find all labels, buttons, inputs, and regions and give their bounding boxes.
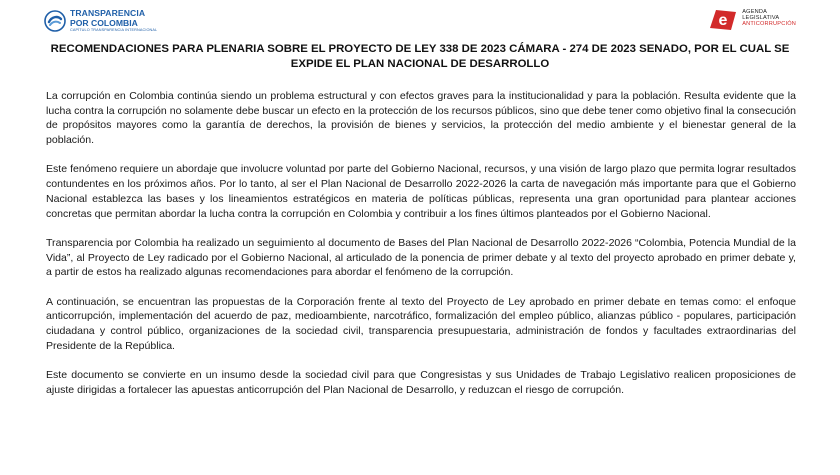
logo-right-line-2: LEGISLATIVA (742, 15, 780, 22)
paragraph: A continuación, se encuentran las propuestas de la Corporación frente al texto del Proyecto de Ley aprobado en primer debate en temas como: el enfoque anticorrupción, implementación del acuerdo de paz, medioambiente, narcotráfico, formalización del empleo público, alianzas público - populares, participación ciudadana y control público, organizaciones de la sociedad civil, transparencia presupuestaria, administración de fondos y facultades extraordinarias del Presidente de la República. (46, 295, 796, 352)
paragraph: Transparencia por Colombia ha realizado un seguimiento al documento de Bases del Plan Nacional de Desarrollo 2022-2026 “Colombia, Potencia Mundial de la Vida”, al Proyecto de Ley radicado por el Gobierno Nacional, al articulado de la ponencia de primer debate y al texto del proyecto aprobado en primer debate y, a partir de estos ha realizado algunas recomendaciones para abordar el fenómeno de la corrupción. (46, 236, 796, 279)
logo-line-1: TRANSPARENCIA (70, 8, 146, 18)
agenda-legislativa-logo (707, 6, 796, 32)
svg-text:e: e (718, 12, 728, 29)
logo-right-line-1: AGENDA (742, 9, 768, 16)
logo-line-2: POR COLOMBIA (70, 17, 138, 28)
paragraph: La corrupción en Colombia continúa siendo un problema estructural y con efectos graves para la institucionalidad y para la población. Resulta evidente que la lucha contra la corrupción no solamente debe buscar un efecto en la protección de los recursos públicos, sino que debe tener como objetivo final la consecución de propósitos mayores como la garantía de derechos, la provisión de bienes y servicios, la protección del medio ambiente y el bienestar general de la población. (46, 90, 796, 147)
transparencia-logo (44, 9, 157, 33)
logo-right-line-3: ANTICORRUPCIÓN (742, 20, 796, 27)
paragraph: Este documento se convierte en un insumo desde la sociedad civil para que Congresistas y sus Unidades de Trabajo Legislativo realicen proposiciones de ajuste dirigidas a fortalecer las apuestas anticorrupción del Plan Nacional de Desarrollo, y reduzcan el riesgo de corrupción. (46, 368, 796, 396)
transparencia-logo-icon (44, 10, 66, 32)
document-body (46, 89, 796, 412)
logo-tagline: CAPÍTULO TRANSPARENCIA INTERNACIONAL (70, 28, 158, 33)
agenda-logo-icon (707, 6, 739, 32)
document-title: RECOMENDACIONES PARA PLENARIA SOBRE EL PROYECTO DE LEY 338 DE 2023 CÁMARA - 274 DE 2023 SENADO, POR EL CUAL SE EXPIDE EL PLAN NACIONAL DE DESARROLLO (50, 43, 790, 70)
paragraph: Este fenómeno requiere un abordaje que involucre voluntad por parte del Gobierno Nacional, recursos, y una visión de largo plazo que permita lograr resultados contundentes en los próximos años. Por lo tanto, al ser el Plan Nacional de Desarrollo 2022-2026 la carta de navegación más importante para que el Gobierno Nacional establezca las bases y los lineamientos estratégicos en materia de políticas públicas, representa una gran oportunidad para plantear acciones concretas que permitan abordar la lucha contra la corrupción en Colombia y contribuir a los fines últimos planteados por el Gobierno Nacional. (46, 163, 796, 220)
